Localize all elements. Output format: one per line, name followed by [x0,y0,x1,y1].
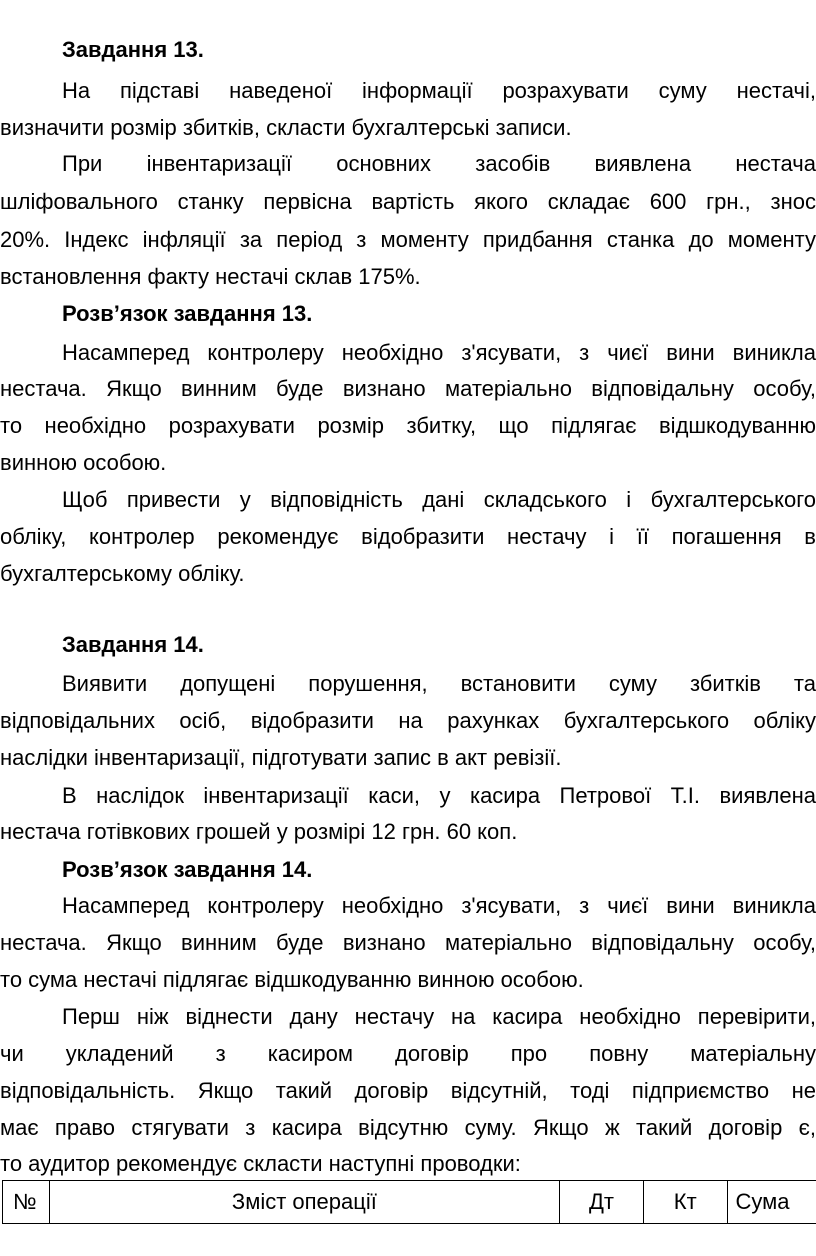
task-14-statement-line: відповідальних осіб, відобразити на рахунках бухгалтерського обліку [0,708,816,733]
task-14-condition-line: нестача готівкових грошей у розмірі 12 грн. 60 коп. [0,819,518,844]
task-14-solution-title: Розв’язок завдання 14. [62,857,313,882]
task-13-solution-title: Розв’язок завдання 13. [62,301,313,326]
task-14-solution-line: Насамперед контролеру необхідно з'ясувати, з чиєї вини виникла [62,893,816,918]
task-14-title: Завдання 14. [62,632,204,657]
header-number: № [3,1181,50,1224]
task-14-solution-line: то сума нестачі підлягає відшкодуванню винною особою. [0,967,584,992]
task-14-condition-line: В наслідок інвентаризації каси, у касира Петрової Т.І. виявлена [62,783,816,808]
task-13-condition-line: шліфовального станку первісна вартість якого складає 600 грн., знос [0,189,816,214]
task-14-statement-line: Виявити допущені порушення, встановити суму збитків та [62,671,816,696]
task-13-title: Завдання 13. [62,37,204,62]
task-14-solution-line: має право стягувати з касира відсутню суму. Якщо ж такий договір є, [0,1115,816,1140]
table-header-row [3,1181,816,1224]
task-13-statement-line: визначити розмір збитків, скласти бухгалтерські записи. [0,115,572,140]
task-13-condition-line: встановлення факту нестачі склав 175%. [0,264,421,289]
task-13-solution-line: то необхідно розрахувати розмір збитку, що підлягає відшкодуванню [0,413,816,438]
header-credit: Кт [643,1181,727,1224]
task-14-solution-line: Перш ніж віднести дану нестачу на касира необхідно перевірити, [62,1004,816,1029]
task-13-solution-line: обліку, контролер рекомендує відобразити нестачу і її погашення в [0,524,816,549]
task-14-solution-line: нестача. Якщо винним буде визнано матеріально відповідальну особу, [0,930,816,955]
task-14-solution-line: чи укладений з касиром договір про повну матеріальну [0,1041,816,1066]
task-13-solution-line: винною особою. [0,450,167,475]
task-13-solution-line: Насамперед контролеру необхідно з'ясувати, з чиєї вини виникла [62,340,816,365]
task-14-statement-line: наслідки інвентаризації, підготувати запис в акт ревізії. [0,745,562,770]
task-13-solution-line: бухгалтерському обліку. [0,561,245,586]
task-13-solution-line: Щоб привести у відповідність дані складського і бухгалтерського [62,487,816,512]
task-13-condition-line: При інвентаризації основних засобів виявлена нестача [62,151,816,176]
entries-table [2,1180,816,1224]
task-13-statement-line: На підставі наведеної інформації розрахувати суму нестачі, [62,78,816,103]
header-amount: Сума [727,1181,816,1224]
task-13-solution-line: нестача. Якщо винним буде визнано матеріально відповідальну особу, [0,376,816,401]
task-13-condition-line: 20%. Індекс інфляції за період з моменту придбання станка до моменту [0,227,816,252]
task-14-solution-line: то аудитор рекомендує скласти наступні проводки: [0,1151,521,1176]
header-operation-content: Зміст операції [49,1181,559,1224]
task-14-solution-line: відповідальність. Якщо такий договір відсутній, тоді підприємство не [0,1078,816,1103]
header-debit: Дт [560,1181,644,1224]
